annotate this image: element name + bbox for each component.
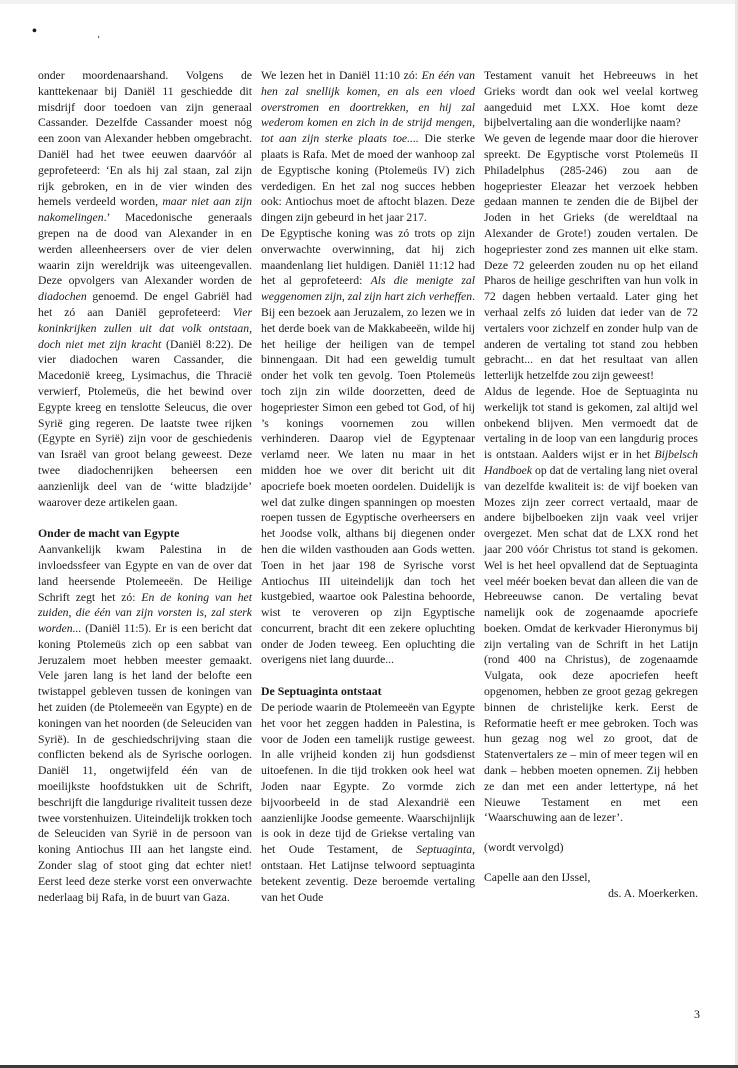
signature [484,870,698,902]
signature-place: Capelle aan den IJssel, [484,871,591,885]
paragraph: We geven de legende maar door die hierover spreekt. De Egyptische vorst Ptolemeüs II Philadelphus (285-246) zou aan de hogepriester Eleazar het verzoek hebben gedaan mannen te zenden die de Bijbel der Joden in het Grieks (de wereldtaal na Alexander de Grote!) zouden vertalen. De hogepriester zond zes mannen uit elke stam. Deze 72 geleerden zouden nu op het eiland Pharos de heilige geschriften van hun volk in 72 dagen hebben vertaald. Later ging het verhaal zelfs zó luiden dat ieder van de 72 vertalers voor zichzelf en zonder hulp van de anderen de vertaling tot stand zou hebben gebracht... en dat het resultaat van allen letterlijk hetzelfde zou zijn geweest! [484,132,698,383]
scan-edge-top [0,0,738,4]
paragraph: De periode waarin de Ptolemeeën van Egypte het voor het zeggen hadden in Palestina, is voor de Joden een tamelijk rustige geweest. In alle vrijheid konden zij hun godsdienst uitoefenen. In die tijd trokken ook heel wat Joden naar Egypte. Zo vormde zich bijvoorbeeld in de stad Alexandrië een aanzienlijke Joodse gemeente. Waarschijnlijk is ook in deze tijd de Griekse vertaling van het Oude Testament, de Septuaginta, ontstaan. Het Latijnse telwoord septuaginta betekent zeventig. Deze beroemde vertaling van het Oude [261,701,475,904]
section-heading: De Septuaginta ontstaat [261,684,382,699]
page-number: 3 [694,1007,700,1021]
article-columns [38,68,698,905]
page-margin-marks: • ˌ [32,24,130,39]
column-2 [261,68,475,905]
column-3 [484,68,698,905]
paragraph: Aldus de legende. Hoe de Septuaginta nu werkelijk tot stand is gekomen, zal altijd wel onbekend blijven. Men vermoedt dat de vertaling in de loop van een langdurig proces is ontstaan. Aalders wijst er in het Bijbelsch Handboek op dat de vertaling lang niet overal van dezelfde kwaliteit is: de vijf boeken van Mozes zijn zeer correct vertaald, maar de andere bijbelboeken zijn vaak veel vrijer overgezet. Men schat dat de LXX rond het jaar 200 vóór Christus tot stand is gekomen. Wel is het heel opvallend dat de Septuaginta veel méér boeken bevat dan alleen die van de Hebreeuwse canon. De vertaling bevat namelijk ook de zogenaamde apocriefe boeken. Omdat de kerkvader Hieronymus bij zijn vertaling van de Schrift in het Latijn (rond 400 na Christus), de zogenaamde Vulgata, ook deze apocriefen heeft opgenomen, hebben ze groot gezag gekregen binnen de christelijke kerk. Eerst de Reformatie heeft er mee gebroken. Toch was hun gezag nog wel zo groot, dat de Statenvertalers ze – min of meer tegen wil en dank – hebben moeten opnemen. Zij hebben ze dan met een ander lettertype, ná het Nieuwe Testament en met een ‘Waarschuwing aan de lezer’. [484,384,698,825]
paragraph: We lezen het in Daniël 11:10 zó: En één van hen zal snellijk komen, en als een vloed overstromen en doortrekken, en hij zal wederom komen en zich in de strijd mengen, tot aan zijn sterke plaats toe.... Die sterke plaats is Rafa. Met de moed der wanhoop zal de Egyptische koning (Ptolemeüs IV) zich verdedigen. En het zal nog succes hebben ook: Antiochus moet de aftocht blazen. Deze dingen zijn gebeurd in het jaar 217. [261,69,476,225]
column-1 [38,68,252,905]
paragraph: onder moordenaarshand. Volgens de kanttekenaar bij Daniël 11 geschiedde dit misdrijf door toedoen van zijn generaal Cassander. Dezelfde Cassander moest nóg een zoon van Alexander hebben omgebracht. Daniël had het twee eeuwen daarvóór al geprofeteerd: ‘En als hij zal staan, zal zijn rijk gebroken, en in de vier winden des hemels verdeeld worden, maar niet aan zijn nakomelingen.’ Macedonische generaals grepen na de dood van Alexander in en werden alleenheersers over de vier delen waarin zijn wereldrijk was uiteengevallen. Deze opvolgers van Alexander worden de diadochen genoemd. De engel Gabriël had het zó aan Daniël geprofeteerd: Vier koninkrijken zullen uit dat volk ontstaan, doch niet met zijn kracht (Daniël 8:22). De vier diadochen waren Cassander, die Macedonië kreeg, Lysimachus, die Thracië verwierf, Ptolemeüs, die het bewind over Egypte kreeg en tenslotte Seleucus, die over Syrië ging regeren. De laatste twee rijken (Egypte en Syrië) zijn voor de geschiedenis van Israël van groot belang geweest. Deze twee diadochenrijken beheersen een aanzienlijk deel van de ‘witte bladzijde’ waarover deze artikelen gaan. [38,69,252,509]
paragraph: De Egyptische koning was zó trots op zijn onverwachte overwinning, dat hij zich maandenlang liet huldigen. Daniël 11:12 had het al geprofeteerd: Als die menigte zal weggenomen zijn, zal zijn hart zich verheffen. Bij een bezoek aan Jeruzalem, zo lezen we in het derde boek van de Makkabeeën, wilde hij het heilige der heiligen van de tempel binnengaan. Dit had een geweldig tumult onder het volk ten gevolg. Toen Ptolemeüs toch zijn zin wilde doorzetten, deed de hogepriester Simon een gebed tot God, of hij ’s konings voornemen zou willen verhinderen. Daarop viel de Egyptenaar verlamd neer. We laten nu maar in het midden hoe we over dit bericht uit dit apocriefe boek moeten oordelen. Duidelijk is wel dat zulke dingen spanningen op moesten roepen tussen de Egyptische overheersers en het Joodse volk, althans bij diegenen onder hen die wilden vasthouden aan Gods wetten. Toen in het jaar 198 de Syrische vorst Antiochus III uiteindelijk dan toch het kustgebied, waartoe ook Palestina behoorde, wist te veroveren op zijn Egyptische concurrent, bracht dit een zekere opluchting onder de Joden teweeg. Een opluchting die overigens niet lang duurde... [261,226,475,667]
paragraph: Testament vanuit het Hebreeuws in het Grieks wordt dan ook wel veelal kortweg aangeduid met LXX. Hoe komt deze bijbelvertaling aan die wonderlijke naam? [484,69,698,130]
section-heading: Onder de macht van Egypte [38,526,180,541]
continued-note: (wordt vervolgd) [484,841,564,855]
paragraph: Aanvankelijk kwam Palestina in de invloedssfeer van Egypte en van de over dat land heersende Ptolemeeën. De Heilige Schrift zegt het zó: En de koning van het zuiden, die één van zijn vorsten is, zal sterk worden... (Daniël 11:5). Er is een bericht dat koning Ptolemeüs zich op een sabbat van Jeruzalem moet hebben meester gemaakt. Vele jaren lang is het land der belofte een twistappel gebleven tussen de koningen van het zuiden (de Ptolemeeën van Egypte) en de koningen van het noorden (de Seleuciden van Syrië). In de geschiedschrijving staan die conflicten bekend als de Syrische oorlogen. Daniël 11, ongetwijfeld één van de moeilijkste hoofdstukken uit de Schrift, beschrijft die langdurige rivaliteit tussen deze twee vorstenhuizen. Uiteindelijk trokken toch de Seleuciden van Syrië in de persoon van koning Antiochus III aan het langste eind. Zonder slag of stoot ging dat echter niet! Eerst leed deze sterke vorst een onverwachte nederlaag bij Rafa, in de buurt van Gaza. [38,543,252,904]
signature-name: ds. A. Moerkerken. [608,886,698,900]
